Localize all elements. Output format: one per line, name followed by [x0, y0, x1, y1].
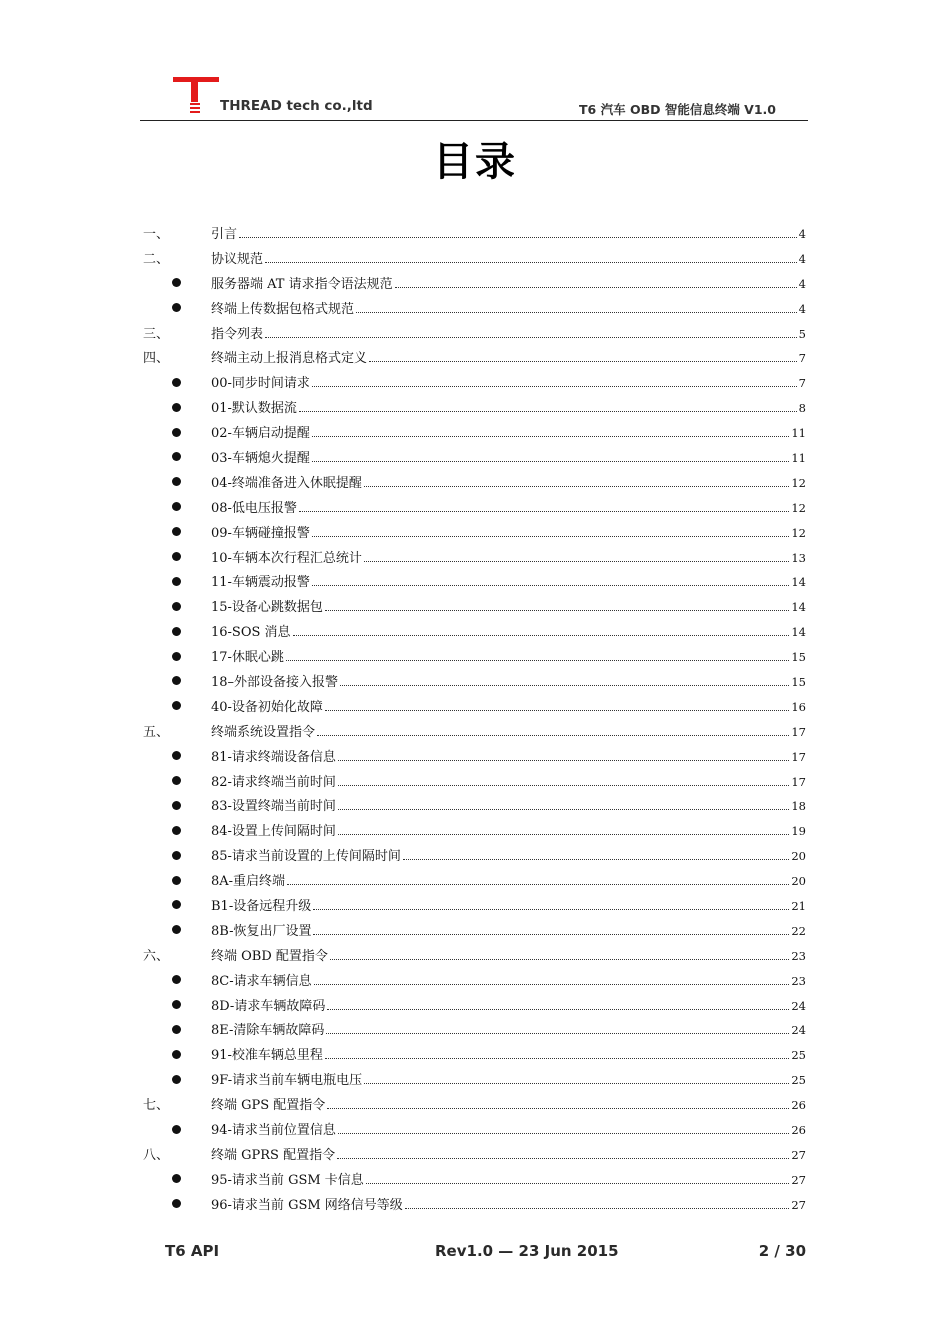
toc-entry[interactable]: [143, 768, 806, 793]
toc-page-number: 22: [791, 923, 806, 938]
toc-entry[interactable]: [143, 295, 806, 320]
dot-leader: [312, 436, 789, 437]
toc-entry-title: 引言: [211, 226, 238, 242]
toc-section-number: 一、: [143, 226, 170, 242]
page-header: [140, 74, 808, 121]
toc-entry[interactable]: [143, 867, 806, 892]
toc-entry[interactable]: [143, 593, 806, 618]
toc-page-number: 27: [791, 1172, 806, 1187]
dot-leader: [338, 1133, 789, 1134]
toc-entry[interactable]: [143, 369, 806, 394]
toc-page-number: 19: [791, 824, 806, 839]
toc-page-number: 4: [798, 301, 806, 316]
toc-page-number: 7: [798, 376, 806, 391]
toc-entry-title: 94-请求当前位置信息: [211, 1123, 336, 1138]
toc-entry-title: 服务器端 AT 请求指令语法规范: [211, 276, 393, 292]
toc-entry[interactable]: [143, 1191, 806, 1216]
toc-entry-title: 81-请求终端设备信息: [211, 749, 336, 765]
toc-section-number: 五、: [143, 724, 170, 740]
dot-leader: [299, 511, 789, 512]
toc-entry-title: 84-设置上传间隔时间: [211, 824, 336, 840]
dot-leader: [326, 1033, 789, 1034]
toc-page-number: 12: [791, 475, 806, 490]
dot-leader: [312, 386, 797, 387]
toc-section-number: 八、: [143, 1147, 170, 1163]
toc-entry[interactable]: [143, 917, 806, 942]
toc-entry-title: 17-休眠心跳: [211, 650, 284, 666]
toc-entry[interactable]: [143, 394, 806, 419]
toc-entry-title: 终端 OBD 配置指令: [211, 948, 328, 964]
dot-leader: [314, 984, 790, 985]
toc-page-number: 12: [791, 500, 806, 515]
toc-entry[interactable]: [143, 494, 806, 519]
toc-page-number: 24: [791, 998, 806, 1013]
toc-entry[interactable]: [143, 419, 806, 444]
toc-entry[interactable]: [143, 1141, 806, 1166]
dot-leader: [338, 785, 789, 786]
dot-leader: [338, 834, 789, 835]
toc-page-number: 17: [791, 749, 806, 764]
toc-entry-title: 02-车辆启动提醒: [211, 426, 310, 442]
toc-page-number: 26: [791, 1123, 806, 1137]
toc-page-number: 12: [791, 525, 806, 540]
dot-leader: [313, 934, 789, 935]
dot-leader: [330, 959, 789, 960]
toc-entry-title: B1-设备远程升级: [211, 898, 312, 914]
toc-page-number: 20: [791, 874, 806, 889]
dot-leader: [356, 312, 797, 313]
toc-entry-title: 18–外部设备接入报警: [211, 674, 339, 690]
dot-leader: [364, 486, 789, 487]
toc-entry-title: 15-设备心跳数据包: [211, 600, 323, 616]
toc-entry-title: 91-校准车辆总里程: [211, 1048, 323, 1064]
dot-leader: [340, 685, 789, 686]
dot-leader: [327, 1108, 789, 1109]
toc-entry[interactable]: [143, 444, 806, 469]
toc-section-number: 二、: [143, 251, 170, 267]
toc-entry[interactable]: [143, 992, 806, 1017]
toc-entry-title: 8B-恢复出厂设置: [211, 923, 312, 939]
toc-entry-title: 16-SOS 消息: [211, 625, 291, 641]
dot-leader: [293, 635, 790, 636]
dot-leader: [325, 1058, 789, 1059]
toc-page-number: 13: [791, 550, 806, 565]
toc-page-number: 20: [791, 849, 806, 864]
toc-page-number: 7: [798, 351, 806, 366]
toc-page-number: 4: [798, 251, 806, 266]
dot-leader: [312, 461, 789, 462]
toc-entry[interactable]: [143, 245, 806, 270]
toc-entry[interactable]: [143, 792, 806, 817]
toc-page-number: 24: [791, 1023, 806, 1038]
toc-entry-title: 01-默认数据流: [211, 401, 297, 417]
toc-entry[interactable]: [143, 1166, 806, 1191]
toc-entry-title: 00-同步时间请求: [211, 376, 310, 392]
document-title: T6 汽车 OBD 智能信息终端 V1.0: [579, 102, 776, 117]
toc-entry[interactable]: [143, 568, 806, 593]
toc-entry[interactable]: [143, 942, 806, 967]
dot-leader: [317, 735, 789, 736]
dot-leader: [338, 809, 789, 810]
toc-entry[interactable]: [143, 519, 806, 544]
toc-entry[interactable]: [143, 743, 806, 768]
toc-page-number: 26: [791, 1098, 806, 1113]
toc-entry-title: 10-车辆本次行程汇总统计: [211, 550, 362, 566]
table-of-contents: [143, 220, 806, 1216]
toc-entry[interactable]: [143, 270, 806, 295]
toc-entry-title: 03-车辆熄火提醒: [211, 450, 310, 466]
toc-entry-title: 9F-请求当前车辆电瓶电压: [211, 1073, 363, 1089]
toc-page-number: 25: [791, 1048, 806, 1063]
toc-page-number: 23: [791, 948, 806, 963]
toc-entry[interactable]: [143, 220, 806, 245]
dot-leader: [325, 710, 789, 711]
toc-page-number: 17: [791, 774, 806, 789]
toc-section-number: 四、: [143, 351, 170, 367]
dot-leader: [403, 859, 789, 860]
company-logo: [173, 74, 219, 114]
toc-page-number: 25: [791, 1073, 806, 1088]
toc-page-number: 27: [791, 1197, 806, 1212]
footer-page-number: 2 / 30: [758, 1242, 806, 1260]
toc-page-number: 15: [791, 650, 806, 665]
toc-entry-title: 终端上传数据包格式规范: [211, 301, 355, 317]
dot-leader: [337, 1158, 789, 1159]
toc-entry-title: 95-请求当前 GSM 卡信息: [211, 1172, 364, 1188]
toc-entry[interactable]: [143, 618, 806, 643]
toc-page-number: 16: [791, 699, 806, 714]
toc-entry-title: 40-设备初始化故障: [211, 699, 323, 715]
toc-section-number: 六、: [143, 948, 170, 964]
dot-leader: [286, 660, 789, 661]
dot-leader: [312, 536, 789, 537]
toc-entry[interactable]: [143, 668, 806, 693]
dot-leader: [364, 1083, 789, 1084]
dot-leader: [327, 1009, 789, 1010]
dot-leader: [395, 287, 797, 288]
toc-page-number: 21: [791, 898, 806, 913]
dot-leader: [369, 361, 797, 362]
toc-page-number: 14: [791, 625, 806, 640]
toc-entry[interactable]: [143, 544, 806, 569]
toc-entry-title: 82-请求终端当前时间: [211, 774, 336, 790]
toc-page-number: 23: [791, 973, 806, 988]
toc-entry-title: 85-请求当前设置的上传间隔时间: [211, 849, 401, 865]
toc-page-number: 27: [791, 1147, 806, 1162]
dot-leader: [313, 909, 789, 910]
dot-leader: [364, 561, 789, 562]
toc-section-number: 三、: [143, 326, 170, 342]
toc-entry-title: 终端 GPRS 配置指令: [211, 1147, 336, 1163]
toc-page-number: 4: [798, 276, 806, 291]
toc-entry[interactable]: [143, 892, 806, 917]
dot-leader: [265, 262, 797, 263]
toc-entry-title: 96-请求当前 GSM 网络信号等级: [211, 1197, 403, 1213]
toc-entry-title: 09-车辆碰撞报警: [211, 525, 310, 541]
toc-page-number: 11: [791, 426, 806, 441]
toc-entry-title: 11-车辆震动报警: [211, 575, 310, 591]
toc-entry-title: 8E-清除车辆故障码: [211, 1023, 325, 1039]
toc-entry-title: 8D-请求车辆故障码: [211, 998, 326, 1014]
toc-entry-title: 83-设置终端当前时间: [211, 799, 336, 815]
toc-entry[interactable]: [143, 344, 806, 369]
toc-heading: 目录: [433, 138, 517, 185]
toc-entry[interactable]: [143, 693, 806, 718]
dot-leader: [265, 337, 797, 338]
toc-page-number: 15: [791, 674, 806, 689]
toc-entry-title: 指令列表: [211, 326, 264, 342]
toc-entry[interactable]: [143, 1017, 806, 1042]
toc-entry[interactable]: [143, 643, 806, 668]
toc-page-number: 18: [791, 799, 806, 814]
toc-entry[interactable]: [143, 842, 806, 867]
toc-entry[interactable]: [143, 469, 806, 494]
toc-page-number: 5: [798, 326, 806, 341]
dot-leader: [405, 1208, 790, 1209]
toc-entry-title: 终端主动上报消息格式定义: [211, 351, 368, 367]
toc-entry[interactable]: [143, 1116, 806, 1141]
toc-entry-title: 协议规范: [211, 251, 264, 267]
toc-page-number: 11: [791, 450, 806, 465]
dot-leader: [287, 884, 789, 885]
dot-leader: [325, 610, 789, 611]
toc-entry-title: 终端系统设置指令: [211, 724, 316, 740]
toc-entry[interactable]: [143, 320, 806, 345]
toc-page-number: 14: [791, 575, 806, 590]
toc-page-number: 8: [798, 401, 806, 416]
toc-entry[interactable]: [143, 718, 806, 743]
toc-entry-title: 08-低电压报警: [211, 500, 297, 516]
dot-leader: [299, 411, 797, 412]
toc-entry[interactable]: [143, 967, 806, 992]
toc-entry[interactable]: [143, 817, 806, 842]
footer-revision: Rev1.0 — 23 Jun 2015: [435, 1242, 619, 1260]
toc-entry[interactable]: [143, 1091, 806, 1116]
company-name: THREAD tech co.,ltd: [220, 98, 373, 114]
toc-page-number: 14: [791, 600, 806, 615]
toc-entry[interactable]: [143, 1066, 806, 1091]
toc-section-number: 七、: [143, 1098, 170, 1114]
toc-entry[interactable]: [143, 1041, 806, 1066]
toc-entry-title: 04-终端准备进入休眠提醒: [211, 475, 362, 491]
toc-page-number: 17: [791, 724, 806, 739]
toc-entry-title: 8A-重启终端: [211, 874, 286, 890]
dot-leader: [312, 585, 789, 586]
footer-doc-name: T6 API: [165, 1242, 220, 1260]
dot-leader: [239, 237, 797, 238]
toc-entry-title: 终端 GPS 配置指令: [211, 1098, 326, 1114]
toc-page-number: 4: [798, 226, 806, 241]
dot-leader: [338, 760, 789, 761]
dot-leader: [366, 1183, 790, 1184]
toc-entry-title: 8C-请求车辆信息: [211, 973, 312, 989]
